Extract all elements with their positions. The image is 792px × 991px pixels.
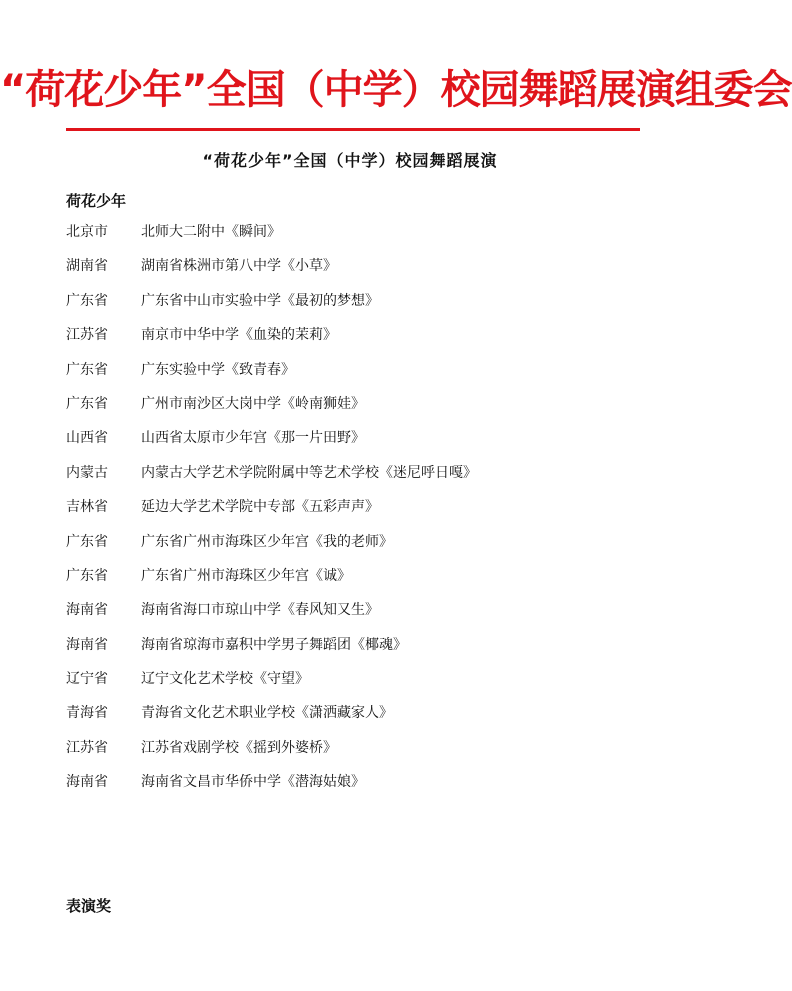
section-heading-lotus-youth: 荷花少年 (66, 192, 127, 210)
list-item (66, 427, 666, 461)
entry-text: 北师大二附中《瞬间》 (141, 224, 281, 240)
province-label: 广东省 (66, 567, 108, 584)
entry-text: 山西省太原市少年宫《那一片田野》 (141, 430, 365, 447)
province-label: 北京市 (66, 224, 108, 240)
list-item (66, 393, 666, 427)
entry-text: 青海省文化艺术职业学校《潇洒藏家人》 (141, 705, 393, 722)
entry-text: 内蒙古大学艺术学院附属中等艺术学校《迷尼呼日嘎》 (141, 464, 477, 481)
list-item (66, 702, 666, 736)
list-item (66, 462, 666, 496)
province-label: 广东省 (66, 533, 108, 550)
province-label: 海南省 (66, 602, 108, 619)
province-label: 海南省 (66, 774, 108, 791)
entry-text: 广州市南沙区大岗中学《岭南狮娃》 (141, 395, 365, 412)
entry-text: 海南省海口市琼山中学《春风知又生》 (141, 602, 379, 619)
award-list (66, 221, 666, 806)
entry-text: 江苏省戏剧学校《摇到外婆桥》 (141, 739, 337, 756)
province-label: 辽宁省 (66, 671, 108, 688)
entry-text: 广东实验中学《致青春》 (141, 361, 295, 378)
province-label: 青海省 (66, 705, 108, 722)
province-label: 内蒙古 (66, 464, 108, 481)
list-item (66, 221, 666, 255)
entry-text: 南京市中华中学《血染的茉莉》 (141, 327, 337, 344)
entry-text: 广东省广州市海珠区少年宫《我的老师》 (141, 533, 393, 550)
section-heading-performance-award: 表演奖 (66, 897, 112, 915)
province-label: 山西省 (66, 430, 108, 447)
province-label: 江苏省 (66, 739, 108, 756)
entry-text: 海南省文昌市华侨中学《潜海姑娘》 (141, 774, 365, 791)
list-item (66, 565, 666, 599)
province-label: 海南省 (66, 636, 108, 653)
province-label: 广东省 (66, 361, 108, 378)
masthead: “荷花少年”全国（中学）校园舞蹈展演组委会 (0, 67, 792, 113)
province-label: 广东省 (66, 395, 108, 412)
list-item (66, 324, 666, 358)
list-item (66, 634, 666, 668)
province-label: 广东省 (66, 292, 108, 309)
list-item (66, 771, 666, 805)
entry-text: 广东省广州市海珠区少年宫《诚》 (141, 567, 351, 584)
list-item (66, 668, 666, 702)
list-item (66, 737, 666, 771)
province-label: 江苏省 (66, 327, 108, 344)
red-divider (66, 128, 640, 131)
entry-text: 辽宁文化艺术学校《守望》 (141, 671, 309, 688)
province-label: 湖南省 (66, 258, 108, 275)
list-item (66, 359, 666, 393)
list-item (66, 599, 666, 633)
list-item (66, 496, 666, 530)
province-label: 吉林省 (66, 499, 108, 516)
entry-text: 湖南省株洲市第八中学《小草》 (141, 258, 337, 275)
list-item (66, 531, 666, 565)
document-title: “荷花少年”全国（中学）校园舞蹈展演 (202, 151, 498, 170)
list-item (66, 290, 666, 324)
entry-text: 延边大学艺术学院中专部《五彩声声》 (141, 499, 379, 516)
list-item (66, 255, 666, 289)
entry-text: 广东省中山市实验中学《最初的梦想》 (141, 292, 379, 309)
entry-text: 海南省琼海市嘉积中学男子舞蹈团《椰魂》 (141, 636, 407, 653)
